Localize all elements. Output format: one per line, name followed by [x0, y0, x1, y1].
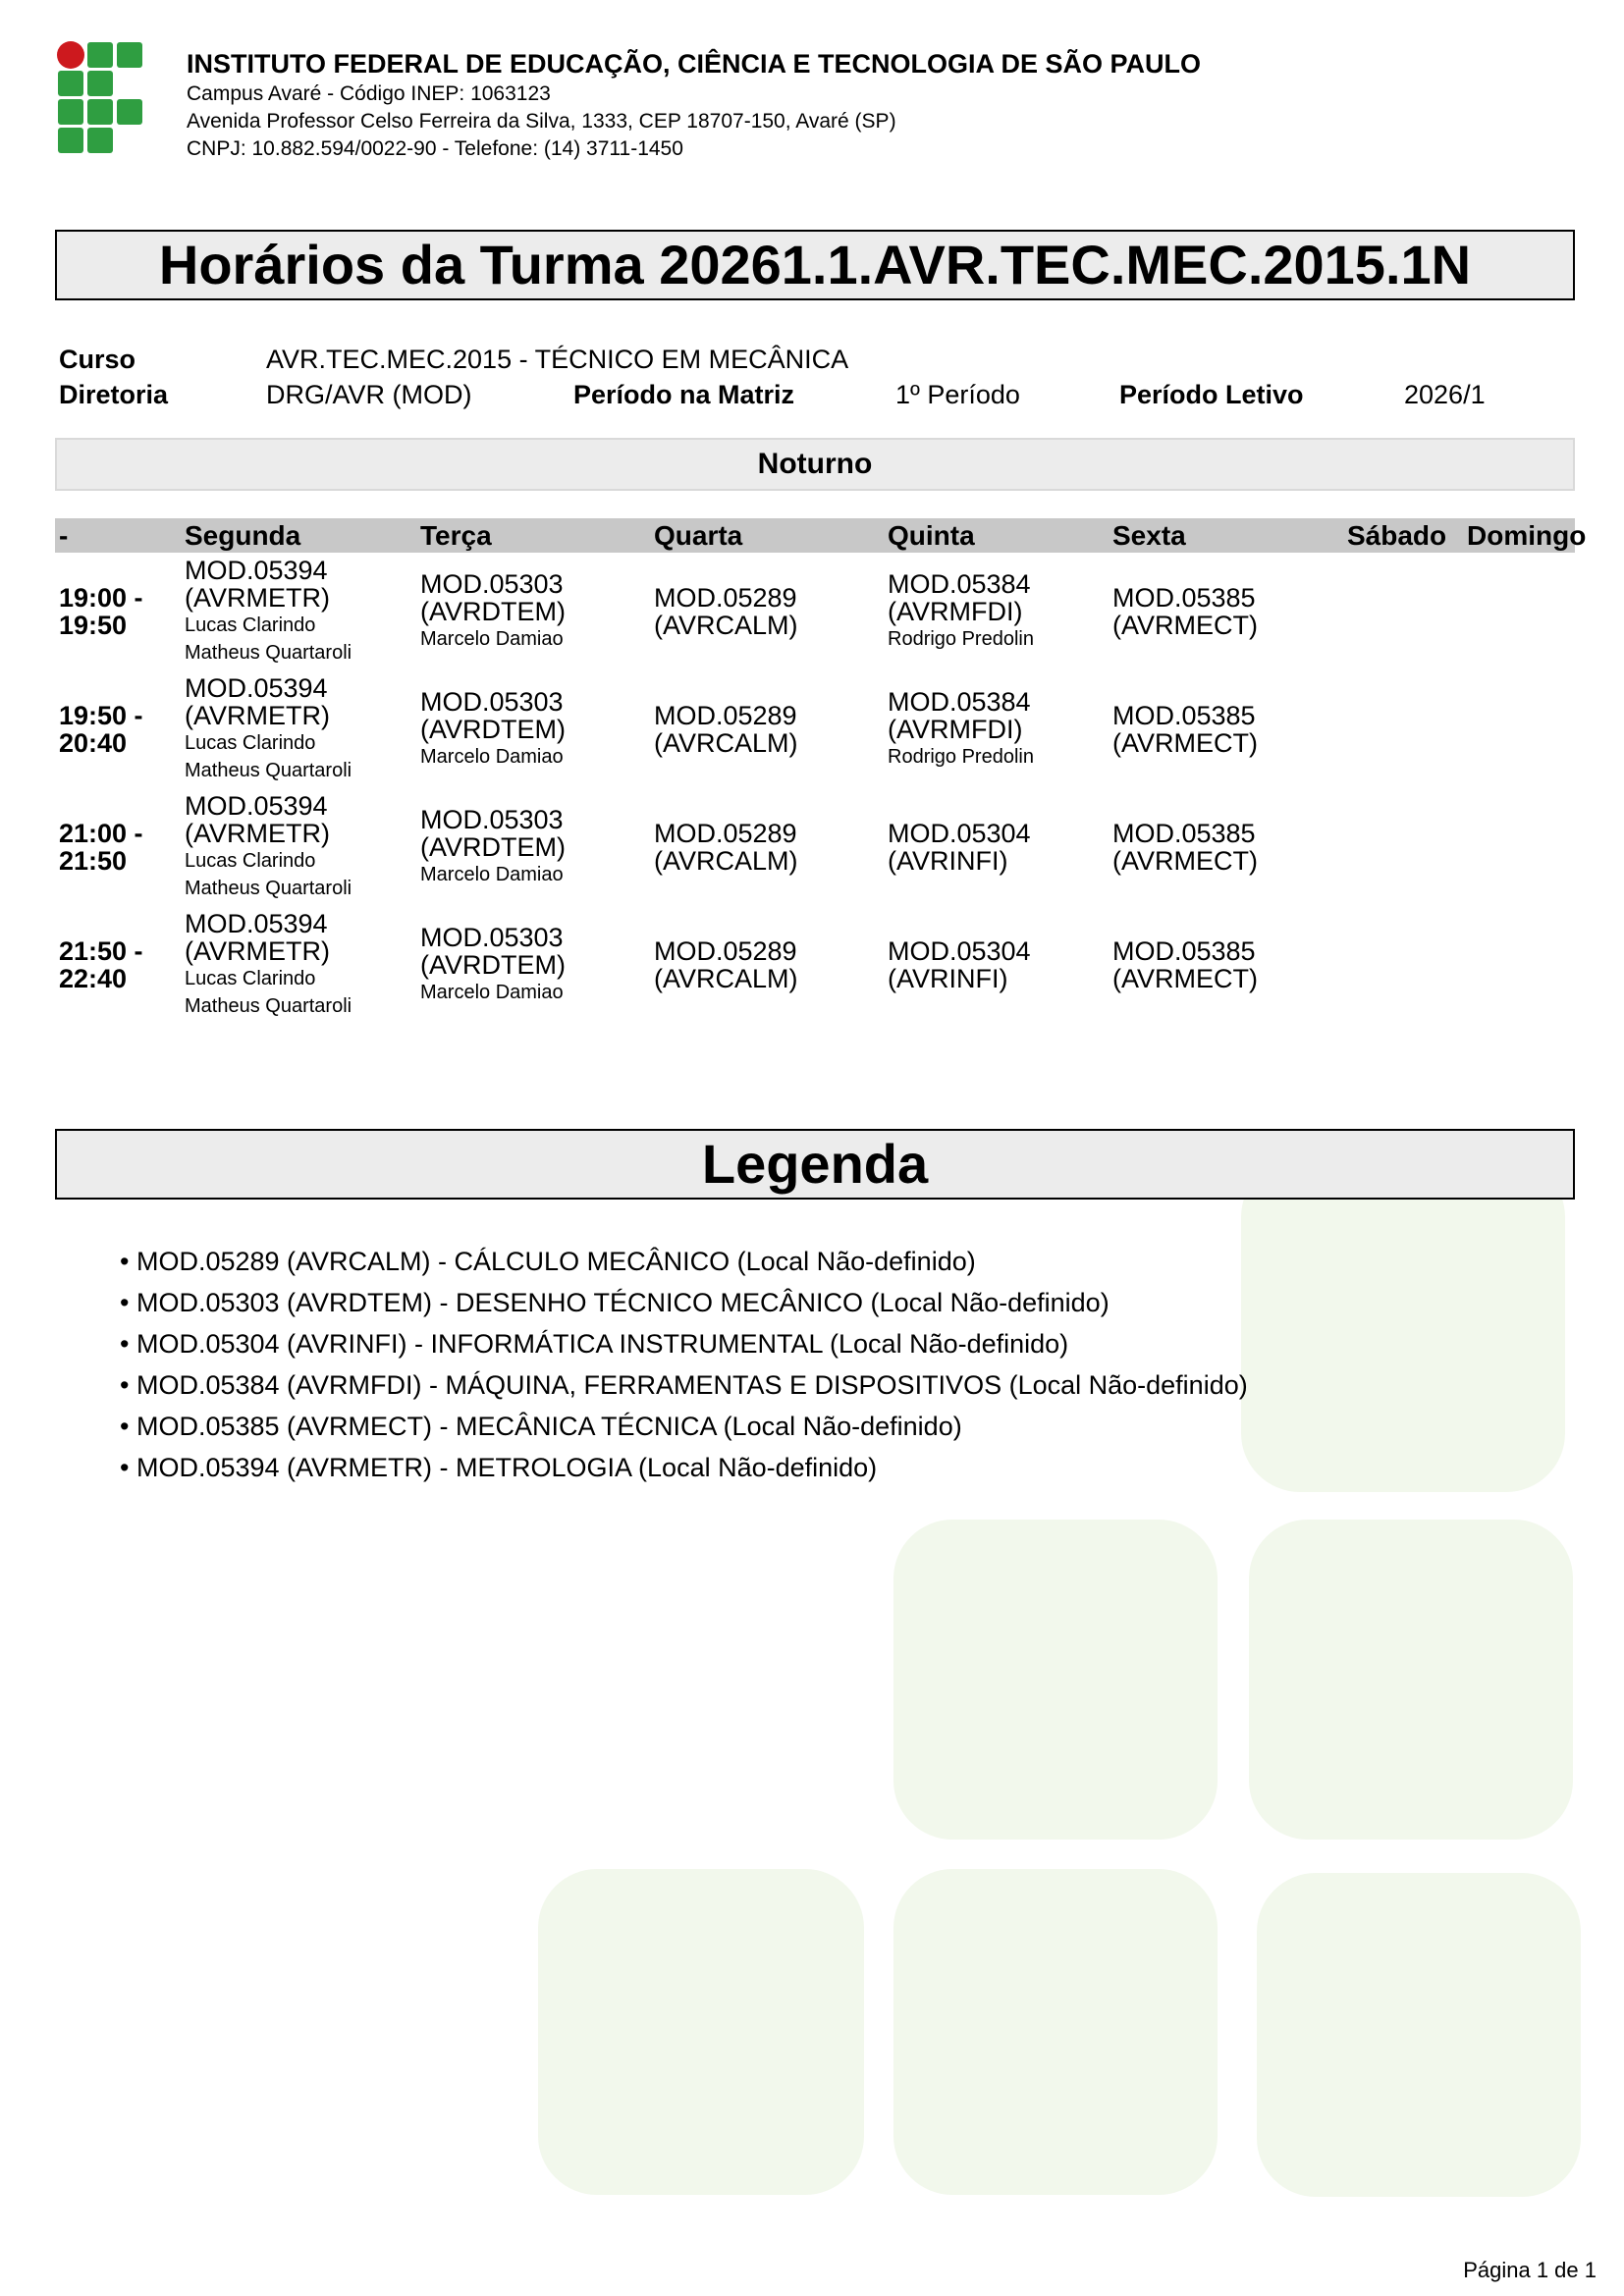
class-cell [1109, 906, 1343, 1024]
module-code: MOD.05384 [888, 569, 1031, 599]
module-code: MOD.05385 [1112, 819, 1256, 848]
time-slot-line: 19:00 - [59, 583, 143, 613]
watermark-shape [538, 1869, 864, 2195]
periodo-letivo-label: Período Letivo [1119, 380, 1304, 409]
schedule-table [55, 518, 1587, 1024]
diretoria-value: DRG/AVR (MOD) [266, 380, 472, 409]
time-slot-line: 21:00 - [59, 819, 143, 848]
empty-cell [1343, 788, 1463, 906]
time-slot-line: 19:50 [59, 611, 128, 640]
module-code: (AVRMETR) [185, 583, 330, 613]
teacher-name: Matheus Quartaroli [185, 642, 352, 664]
class-cell [650, 553, 884, 670]
time-slot-line: 21:50 [59, 846, 128, 876]
module-code: MOD.05303 [420, 687, 564, 717]
class-cell [416, 670, 650, 788]
legend-item: • MOD.05384 (AVRMFDI) - MÁQUINA, FERRAMENTAS E DISPOSITIVOS (Local Não-definido) [120, 1370, 1248, 1400]
module-code: (AVRDTEM) [420, 715, 566, 744]
empty-cell [1463, 553, 1575, 670]
watermark-shape [1241, 1158, 1565, 1492]
header-sabado: Sábado [1343, 518, 1463, 553]
teacher-name: Rodrigo Predolin [888, 746, 1034, 768]
empty-cell [1463, 670, 1575, 788]
teacher-name: Marcelo Damiao [420, 746, 564, 768]
module-code: (AVRMECT) [1112, 728, 1258, 758]
page-number: Página 1 de 1 [1463, 2258, 1597, 2282]
legend-item: • MOD.05289 (AVRCALM) - CÁLCULO MECÂNICO (Local Não-definido) [120, 1247, 976, 1276]
watermark-shape [1257, 1873, 1581, 2197]
header-segunda: Segunda [181, 518, 416, 553]
class-cell [416, 906, 650, 1024]
curso-value: AVR.TEC.MEC.2015 - TÉCNICO EM MECÂNICA [266, 345, 849, 374]
teacher-name: Marcelo Damiao [420, 982, 564, 1003]
class-cell [884, 670, 1109, 788]
class-cell [650, 906, 884, 1024]
watermark-shape [893, 1520, 1218, 1840]
teacher-name: Lucas Clarindo [185, 968, 316, 989]
module-code: MOD.05385 [1112, 701, 1256, 730]
campus-line: Campus Avaré - Código INEP: 1063123 [187, 82, 551, 105]
class-cell [416, 788, 650, 906]
class-cell [181, 788, 416, 906]
module-code: MOD.05304 [888, 936, 1031, 966]
diretoria-label: Diretoria [59, 380, 169, 409]
time-slot-line: 21:50 - [59, 936, 143, 966]
module-code: (AVRMFDI) [888, 597, 1023, 626]
module-code: MOD.05289 [654, 936, 797, 966]
module-code: (AVRCALM) [654, 728, 798, 758]
legend-item: • MOD.05303 (AVRDTEM) - DESENHO TÉCNICO MECÂNICO (Local Não-definido) [120, 1288, 1110, 1317]
module-code: (AVRMFDI) [888, 715, 1023, 744]
teacher-name: Lucas Clarindo [185, 732, 316, 754]
empty-cell [1343, 670, 1463, 788]
header-domingo: Domingo [1463, 518, 1575, 553]
module-code: (AVRDTEM) [420, 597, 566, 626]
header-quinta: Quinta [884, 518, 1109, 553]
module-code: MOD.05394 [185, 556, 328, 585]
legend-item: • MOD.05304 (AVRINFI) - INFORMÁTICA INSTRUMENTAL (Local Não-definido) [120, 1329, 1069, 1359]
class-cell [650, 670, 884, 788]
watermark-shape [1249, 1520, 1573, 1840]
empty-cell [1343, 553, 1463, 670]
class-cell [1109, 553, 1343, 670]
periodo-matriz-value: 1º Período [895, 380, 1020, 409]
teacher-name: Matheus Quartaroli [185, 995, 352, 1017]
header-terca: Terça [416, 518, 650, 553]
time-slot-cell [55, 788, 181, 906]
module-code: MOD.05394 [185, 909, 328, 938]
class-cell [1109, 670, 1343, 788]
module-code: (AVRINFI) [888, 846, 1008, 876]
header-time: - [55, 518, 181, 553]
empty-cell [1463, 788, 1575, 906]
address-line: Avenida Professor Celso Ferreira da Silva, 1333, CEP 18707-150, Avaré (SP) [187, 110, 896, 133]
module-code: MOD.05289 [654, 819, 797, 848]
module-code: (AVRCALM) [654, 611, 798, 640]
time-slot-cell [55, 906, 181, 1024]
shift-title: Noturno [55, 438, 1575, 491]
time-slot-line: 20:40 [59, 728, 128, 758]
module-code: MOD.05385 [1112, 583, 1256, 613]
teacher-name: Lucas Clarindo [185, 614, 316, 636]
module-code: (AVRCALM) [654, 964, 798, 993]
class-cell [181, 670, 416, 788]
institution-logo-icon [57, 41, 145, 153]
teacher-name: Marcelo Damiao [420, 864, 564, 885]
module-code: MOD.05289 [654, 701, 797, 730]
module-code: MOD.05304 [888, 819, 1031, 848]
module-code: MOD.05384 [888, 687, 1031, 717]
periodo-matriz-label: Período na Matriz [573, 380, 795, 409]
page-title: Horários da Turma 20261.1.AVR.TEC.MEC.2015.1N [55, 230, 1575, 300]
module-code: MOD.05394 [185, 791, 328, 821]
module-code: (AVRDTEM) [420, 832, 566, 862]
class-cell [884, 906, 1109, 1024]
module-code: MOD.05394 [185, 673, 328, 703]
module-code: MOD.05289 [654, 583, 797, 613]
time-slot-cell [55, 553, 181, 670]
teacher-name: Matheus Quartaroli [185, 760, 352, 781]
module-code: (AVRMETR) [185, 819, 330, 848]
empty-cell [1463, 906, 1575, 1024]
module-code: (AVRINFI) [888, 964, 1008, 993]
time-slot-cell [55, 670, 181, 788]
table-row [55, 670, 1575, 788]
table-row [55, 906, 1575, 1024]
institution-name: INSTITUTO FEDERAL DE EDUCAÇÃO, CIÊNCIA E TECNOLOGIA DE SÃO PAULO [187, 49, 1202, 79]
module-code: MOD.05303 [420, 569, 564, 599]
legend-item: • MOD.05394 (AVRMETR) - METROLOGIA (Local Não-definido) [120, 1453, 878, 1482]
table-row [55, 553, 1575, 670]
module-code: (AVRMETR) [185, 936, 330, 966]
table-header-row [55, 518, 1575, 553]
module-code: (AVRMECT) [1112, 611, 1258, 640]
institution-info [187, 47, 1201, 163]
curso-label: Curso [59, 345, 136, 374]
module-code: MOD.05303 [420, 805, 564, 834]
teacher-name: Matheus Quartaroli [185, 878, 352, 899]
module-code: (AVRMECT) [1112, 846, 1258, 876]
header-quarta: Quarta [650, 518, 884, 553]
class-cell [650, 788, 884, 906]
class-cell [181, 906, 416, 1024]
watermark-shape [893, 1869, 1218, 2195]
module-code: (AVRMETR) [185, 701, 330, 730]
class-cell [884, 553, 1109, 670]
empty-cell [1343, 906, 1463, 1024]
module-code: (AVRMECT) [1112, 964, 1258, 993]
time-slot-line: 22:40 [59, 964, 128, 993]
header-sexta: Sexta [1109, 518, 1343, 553]
class-cell [181, 553, 416, 670]
teacher-name: Rodrigo Predolin [888, 628, 1034, 650]
legend-list [120, 1241, 1248, 1488]
teacher-name: Lucas Clarindo [185, 850, 316, 872]
class-cell [884, 788, 1109, 906]
periodo-letivo-value: 2026/1 [1404, 380, 1486, 409]
module-code: MOD.05385 [1112, 936, 1256, 966]
legend-item: • MOD.05385 (AVRMECT) - MECÂNICA TÉCNICA (Local Não-definido) [120, 1412, 962, 1441]
legend-title: Legenda [55, 1129, 1575, 1200]
time-slot-line: 19:50 - [59, 701, 143, 730]
contact-line: CNPJ: 10.882.594/0022-90 - Telefone: (14) 3711-1450 [187, 137, 683, 160]
module-code: (AVRCALM) [654, 846, 798, 876]
class-cell [1109, 788, 1343, 906]
table-row [55, 788, 1575, 906]
module-code: MOD.05303 [420, 923, 564, 952]
class-cell [416, 553, 650, 670]
teacher-name: Marcelo Damiao [420, 628, 564, 650]
module-code: (AVRDTEM) [420, 950, 566, 980]
